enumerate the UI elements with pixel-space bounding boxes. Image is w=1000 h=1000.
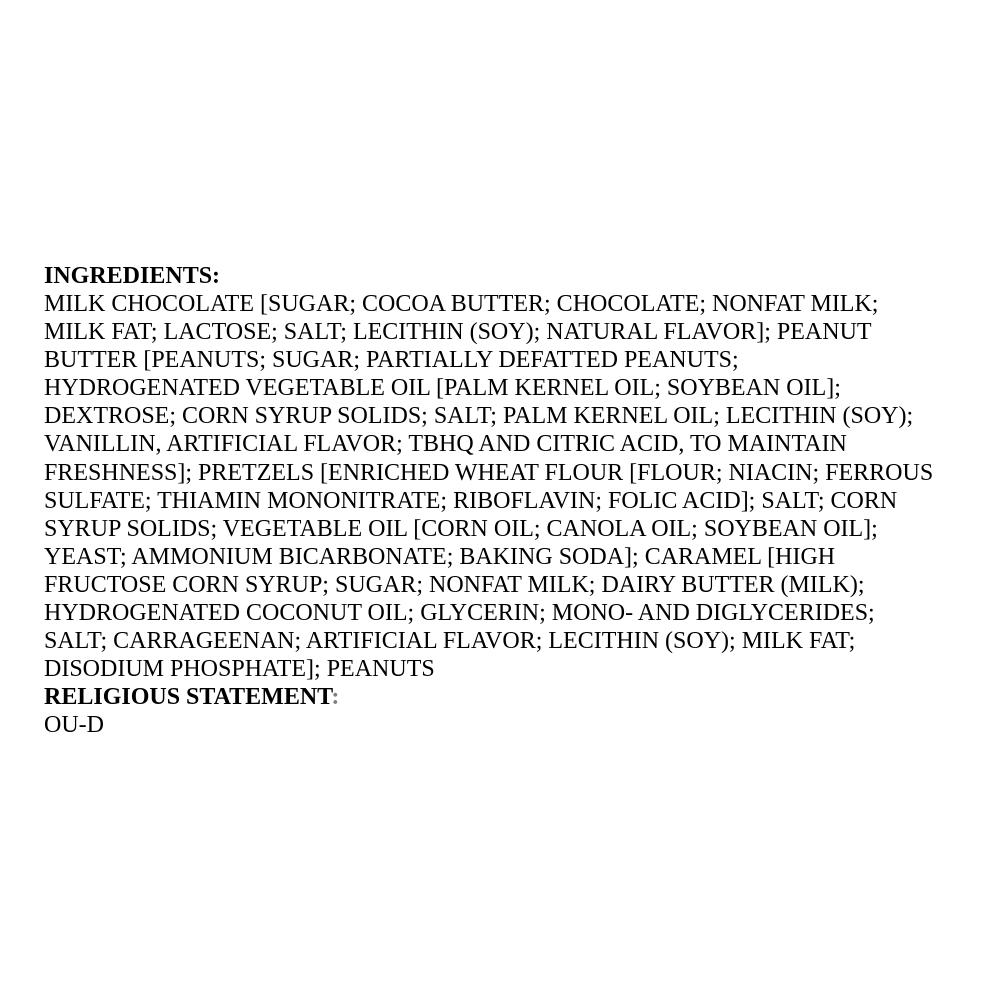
religious-statement-value: OU-D	[44, 712, 104, 739]
ingredients-line: SALT; CARRAGEENAN; ARTIFICIAL FLAVOR; LECITHIN (SOY); MILK FAT;	[44, 628, 856, 655]
religious-statement-heading-text: RELIGIOUS STATEMENT	[44, 684, 332, 711]
ingredients-line: MILK FAT; LACTOSE; SALT; LECITHIN (SOY); NATURAL FLAVOR]; PEANUT	[44, 319, 872, 346]
ingredients-line: HYDROGENATED VEGETABLE OIL [PALM KERNEL OIL; SOYBEAN OIL];	[44, 375, 841, 402]
ingredients-line: FRUCTOSE CORN SYRUP; SUGAR; NONFAT MILK; DAIRY BUTTER (MILK);	[44, 571, 865, 598]
ingredients-line: SYRUP SOLIDS; VEGETABLE OIL [CORN OIL; CANOLA OIL; SOYBEAN OIL];	[44, 515, 878, 542]
ingredients-line: FRESHNESS]; PRETZELS [ENRICHED WHEAT FLOUR [FLOUR; NIACIN; FERROUS	[44, 459, 934, 486]
ingredients-line: MILK CHOCOLATE [SUGAR; COCOA BUTTER; CHOCOLATE; NONFAT MILK;	[44, 291, 879, 317]
ingredients-line: DISODIUM PHOSPHATE]; PEANUTS	[44, 656, 435, 683]
ingredients-line: YEAST; AMMONIUM BICARBONATE; BAKING SODA]; CARAMEL [HIGH	[44, 543, 836, 570]
ingredient-label	[44, 262, 974, 739]
ingredients-list	[44, 290, 974, 683]
ingredients-heading-text: INGREDIENTS:	[44, 263, 221, 289]
ingredients-line: VANILLIN, ARTIFICIAL FLAVOR; TBHQ AND CITRIC ACID, TO MAINTAIN	[44, 431, 847, 458]
religious-statement-colon: :	[331, 684, 340, 711]
religious-statement-heading	[44, 683, 974, 711]
ingredients-line: SULFATE; THIAMIN MONONITRATE; RIBOFLAVIN; FOLIC ACID]; SALT; CORN	[44, 487, 898, 514]
ingredients-line: HYDROGENATED COCONUT OIL; GLYCERIN; MONO- AND DIGLYCERIDES;	[44, 600, 875, 627]
ingredients-heading	[44, 262, 974, 290]
ingredients-line: DEXTROSE; CORN SYRUP SOLIDS; SALT; PALM KERNEL OIL; LECITHIN (SOY);	[44, 403, 914, 430]
ingredients-line: BUTTER [PEANUTS; SUGAR; PARTIALLY DEFATTED PEANUTS;	[44, 347, 739, 374]
